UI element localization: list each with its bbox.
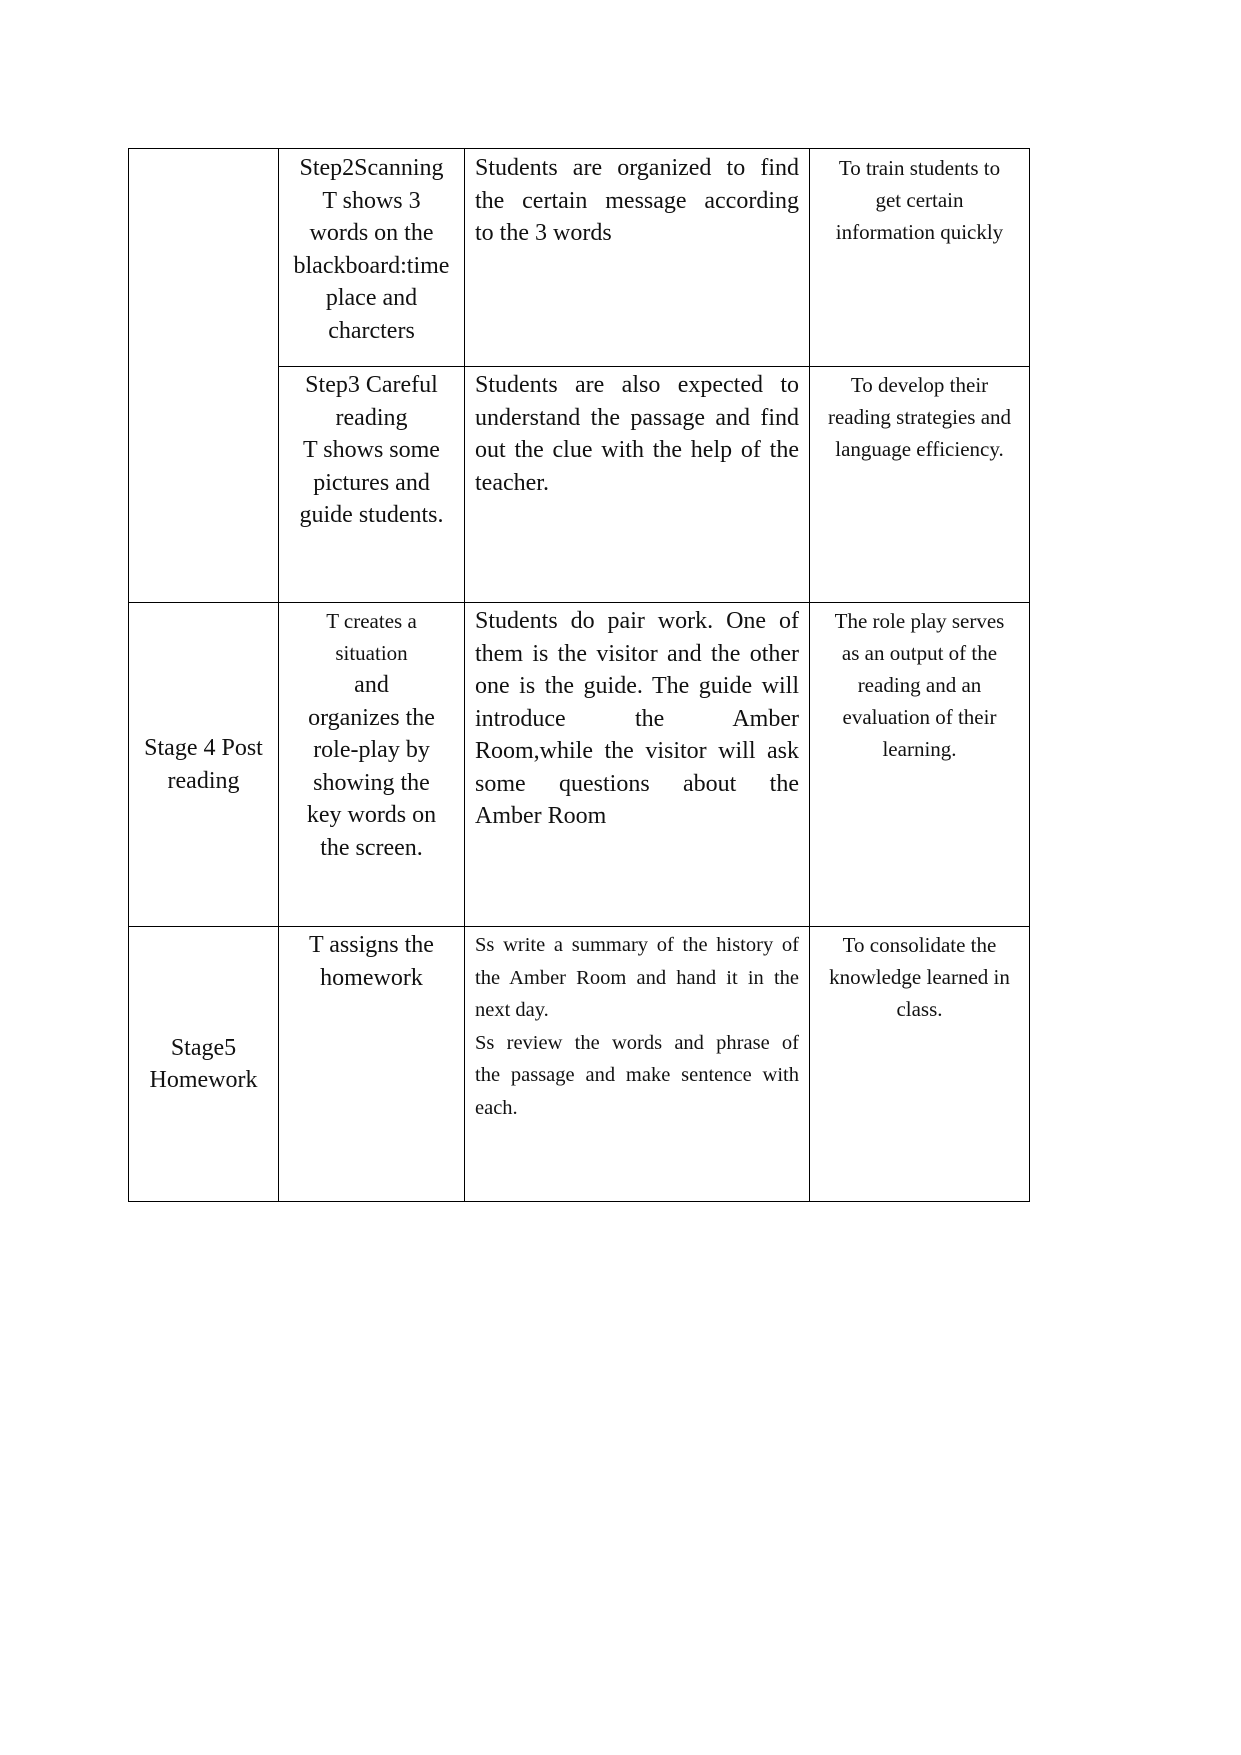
- text-line: next day.: [475, 999, 549, 1021]
- text-line: some questions about the: [475, 770, 799, 797]
- text-line: understand the passage and find: [475, 404, 799, 431]
- text-line: and: [354, 672, 389, 698]
- text-line: homework: [320, 964, 423, 991]
- text-line: out the clue with the help of the: [475, 437, 799, 463]
- text-line: words on the: [309, 220, 434, 246]
- text-line: to the 3 words: [475, 220, 612, 246]
- text-line: language efficiency.: [835, 437, 1004, 461]
- text-line: evaluation of their: [842, 705, 997, 729]
- text-line: class.: [896, 997, 943, 1021]
- text-line: Ss write a summary of the history of: [475, 934, 799, 956]
- text-line: charcters: [328, 317, 415, 344]
- stage-cell: [129, 927, 279, 1202]
- text-line: situation: [335, 641, 408, 665]
- student-activity-cell: [465, 149, 810, 367]
- text-line: showing the: [313, 769, 430, 796]
- stage-cell-empty: [129, 149, 279, 603]
- text-line: role-play by: [313, 737, 430, 763]
- purpose-cell: [810, 149, 1030, 367]
- text-line: the passage and make sentence with: [475, 1064, 799, 1086]
- stage-label: Stage5: [170, 1034, 237, 1061]
- text-line: organizes the: [308, 704, 435, 731]
- text-line: pictures and: [313, 469, 430, 496]
- text-line: Room,while the visitor will ask: [475, 738, 799, 764]
- text-line: T shows some: [303, 437, 440, 463]
- stage-cell: [129, 603, 279, 927]
- student-activity-cell: [465, 367, 810, 603]
- text-line: Step2Scanning: [299, 155, 444, 181]
- text-line: T shows 3: [322, 187, 421, 214]
- text-line: Students do pair work. One of: [475, 608, 799, 634]
- text-line: T creates a: [326, 609, 417, 633]
- text-line: Students are organized to find: [475, 155, 799, 181]
- table-row-stage5: [129, 927, 1030, 1202]
- text-line: To train students to: [838, 156, 1001, 180]
- text-line: Amber Room: [475, 803, 607, 829]
- text-line: teacher.: [475, 469, 549, 496]
- text-line: blackboard:time: [293, 252, 450, 279]
- text-line: reading: [335, 404, 408, 431]
- text-line: guide students.: [299, 502, 444, 528]
- text-line: To develop their: [850, 373, 989, 397]
- text-line: Students are also expected to: [475, 372, 799, 398]
- text-line: Step3 Careful: [305, 372, 438, 398]
- text-line: reading strategies and: [827, 405, 1012, 429]
- purpose-cell: [810, 367, 1030, 603]
- text-line: reading and an: [857, 673, 982, 697]
- text-line: one is the guide. The guide will: [475, 673, 799, 699]
- table-row-step2: [129, 149, 1030, 367]
- stage-label: Homework: [149, 1067, 258, 1093]
- text-line: learning.: [882, 737, 957, 761]
- text-line: information quickly: [835, 220, 1004, 244]
- text-line: each.: [475, 1096, 518, 1119]
- text-line: key words on: [306, 802, 437, 828]
- student-activity-cell: [465, 603, 810, 927]
- teacher-activity-cell: [279, 149, 465, 367]
- table-row-stage4: [129, 603, 1030, 927]
- text-line: them is the visitor and the other: [475, 640, 799, 667]
- teacher-activity-cell: [279, 927, 465, 1202]
- text-line: T assigns the: [309, 932, 434, 958]
- text-line: place and: [325, 285, 418, 311]
- text-line: Ss review the words and phrase of: [475, 1031, 799, 1054]
- text-line: The role play serves: [834, 609, 1005, 633]
- text-line: as an output of the: [841, 641, 998, 665]
- teacher-activity-cell: [279, 603, 465, 927]
- purpose-cell: [810, 603, 1030, 927]
- text-line: introduce the Amber: [475, 705, 799, 732]
- text-line: knowledge learned in: [829, 965, 1010, 989]
- stage-label: Stage 4 Post: [144, 735, 263, 761]
- text-line: the screen.: [320, 834, 423, 861]
- lesson-plan-table: [128, 148, 1030, 1202]
- stage-label: reading: [167, 767, 240, 794]
- text-line: get certain: [875, 188, 964, 212]
- text-line: the Amber Room and hand it in the: [475, 966, 799, 989]
- text-line: To consolidate the: [842, 933, 997, 957]
- text-line: the certain message according: [475, 187, 799, 214]
- purpose-cell: [810, 927, 1030, 1202]
- teacher-activity-cell: [279, 367, 465, 603]
- student-activity-cell: [465, 927, 810, 1202]
